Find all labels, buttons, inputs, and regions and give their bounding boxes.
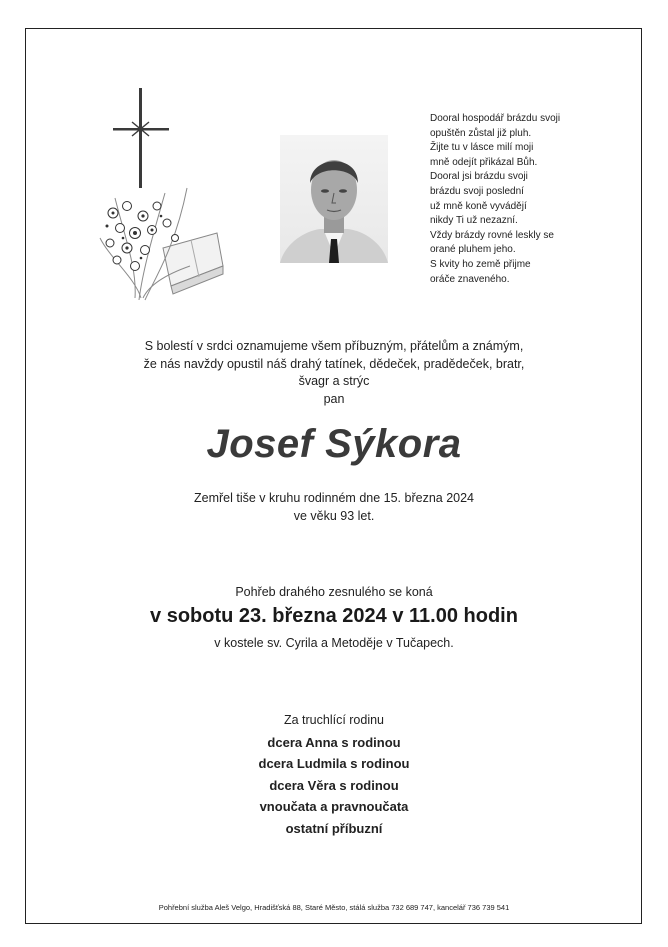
poem-line: mně odejít přikázal Bůh. bbox=[430, 156, 538, 168]
announcement bbox=[0, 338, 668, 408]
announcement-line: S bolestí v srdci oznamujeme všem příbuzným, přátelům a známým, bbox=[144, 339, 524, 353]
poem-line: orané pluhem jeho. bbox=[430, 244, 516, 256]
funeral-service-footer: Pohřební služba Aleš Velgo, Hradišťská 88, Staré Město, stálá služba 732 689 747, kancelář 736 739 541 bbox=[158, 903, 510, 912]
poem-line: už mně koně vyvádějí bbox=[430, 200, 527, 212]
deceased-name: Josef Sýkora bbox=[206, 422, 462, 466]
announcement-line: pan bbox=[323, 391, 345, 406]
memorial-poem bbox=[430, 112, 610, 287]
death-info-line: Zemřel tiše v kruhu rodinném dne 15. března 2024 bbox=[193, 491, 475, 505]
announcement-line: že nás navždy opustil náš drahý tatínek, dědeček, pradědeček, bratr, bbox=[143, 356, 525, 371]
cross-vertical bbox=[139, 88, 142, 188]
mourners-list bbox=[0, 710, 668, 839]
poem-line: Vždy brázdy rovné leskly se bbox=[430, 229, 554, 241]
poem-line: Žijte tu v lásce milí moji bbox=[430, 142, 534, 154]
announcement-line: švagr a strýc bbox=[298, 374, 370, 388]
mourner-item: vnoučata a pravnoučata bbox=[259, 799, 409, 814]
poem-line: opuštěn zůstal již pluh. bbox=[430, 127, 532, 139]
poem-line: S kvity ho země přijme bbox=[430, 258, 531, 270]
death-info-line: ve věku 93 let. bbox=[293, 508, 375, 523]
poem-line: brázdu svoji poslední bbox=[430, 185, 524, 197]
mourner-item: dcera Ludmila s rodinou bbox=[258, 756, 410, 771]
funeral-intro: Pohřeb drahého zesnulého se koná bbox=[235, 585, 433, 599]
funeral-date: v sobotu 23. března 2024 v 11.00 hodin bbox=[150, 605, 518, 627]
mourner-item: ostatní příbuzní bbox=[285, 820, 383, 836]
poem-line: Dooral jsi brázdu svoji bbox=[430, 171, 528, 183]
poem-line: nikdy Ti už nezazní. bbox=[430, 215, 518, 227]
poem-line: oráče znaveného. bbox=[430, 273, 510, 285]
mourner-item: dcera Věra s rodinou bbox=[269, 777, 399, 793]
poem-line: Dooral hospodář brázdu svoji bbox=[430, 113, 561, 124]
mourner-item: dcera Anna s rodinou bbox=[267, 734, 401, 750]
death-info bbox=[0, 490, 668, 525]
deceased-portrait bbox=[280, 135, 388, 263]
cross-flowers-decoration bbox=[95, 88, 230, 308]
funeral-place: v kostele sv. Cyrila a Metoděje v Tučapech. bbox=[214, 636, 454, 650]
mourners-intro: Za truchlící rodinu bbox=[283, 713, 385, 727]
